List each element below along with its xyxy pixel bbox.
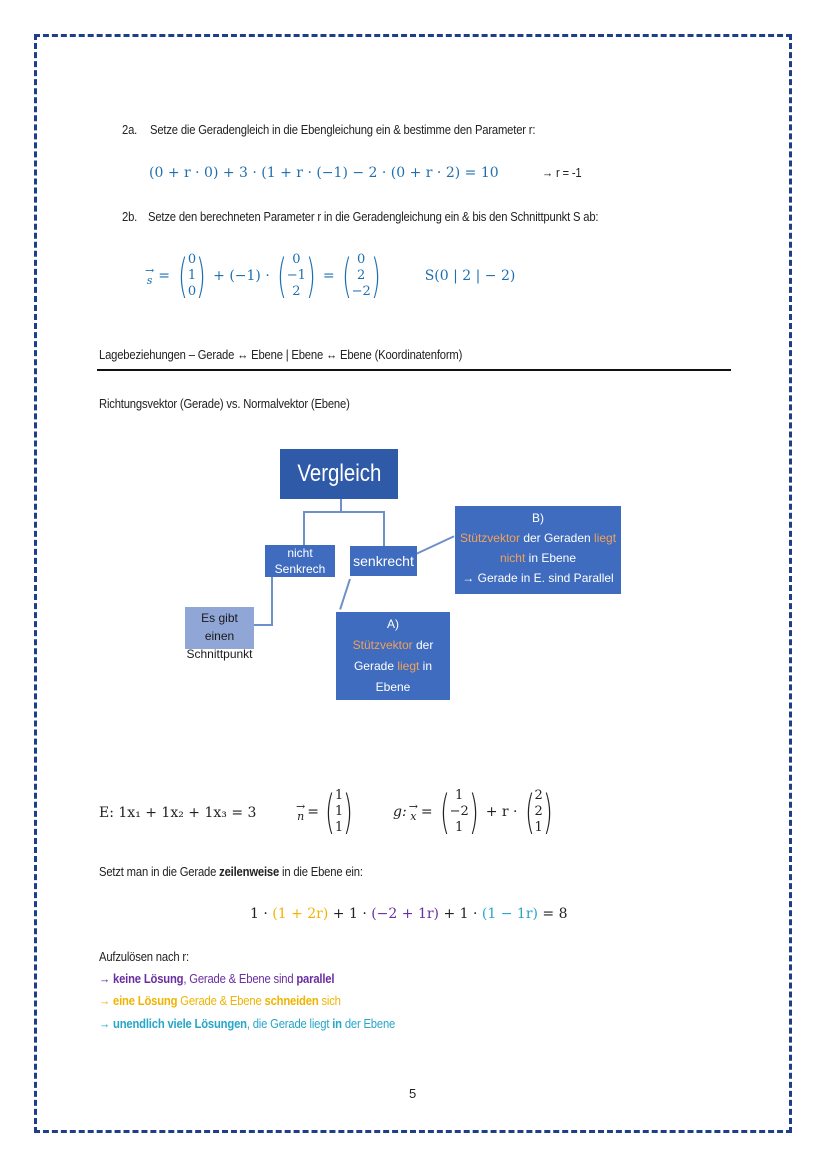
solve-case-parallel: → keine Lösung, Gerade & Ebene sind parallel — [99, 972, 335, 986]
connector — [303, 511, 385, 513]
step-2a-equation: (0 + r · 0) + 3 · (1 + r · (−1) − 2 · (0 + r · 2) = 10 — [149, 165, 499, 181]
diagram-root-vergleich: Vergleich — [280, 449, 398, 499]
connector — [254, 624, 272, 626]
substitution-text: Setzt man in die Gerade zeilenweise in die Ebene ein: — [99, 865, 363, 879]
vector-equation: → s = ( 0 1 0 ) + (−1) · ( 0 −1 2 ) = ( 0 2 −2 ) S(0 | 2 | − 2) — [145, 249, 516, 303]
section-rule — [97, 369, 731, 371]
diagram-node-a: A) Stützvektor der Gerade liegt in Ebene → Gerade liegt in E. — [336, 612, 450, 700]
section-heading: Lagebeziehungen – Gerade ↔ Ebene | Ebene ↔ Ebene (Koordinatenform) — [99, 348, 463, 362]
section-subheading: Richtungsvektor (Gerade) vs. Normalvektor (Ebene) — [99, 397, 350, 411]
plane-equation: E: 1x₁ + 1x₂ + 1x₃ = 3 — [99, 805, 257, 821]
step-2b-label: 2b. — [122, 210, 138, 224]
solve-case-intersect: → eine Lösung Gerade & Ebene schneiden sich — [99, 994, 341, 1008]
page-number: 5 — [409, 1086, 417, 1101]
diagram-node-b: B) Stützvektor der Geraden liegt nicht in Ebene → Gerade in E. sind Parallel — [455, 506, 621, 594]
step-2a-result: → r = -1 — [542, 166, 582, 180]
step-2b-text: Setze den berechneten Parameter r in die Geradengleichung ein & bis den Schnittpunkt S ab: — [148, 210, 599, 224]
vector-1: ( 0 1 0 ) — [177, 249, 207, 303]
step-2a-label: 2a. — [122, 123, 138, 137]
substitution-equation: 1 · (1 + 2r) + 1 · (−2 + 1r) + 1 · (1 − 1r) = 8 — [250, 906, 568, 922]
line-equation: g: → x = ( 1 −2 1 ) + r · ( 2 2 1 ) — [393, 785, 553, 839]
page-border — [34, 34, 792, 1133]
vector-2: ( 0 −1 2 ) — [276, 249, 316, 303]
vector-s: → s — [145, 264, 155, 287]
step-2a-text: Setze die Geradengleich in die Ebengleichung ein & bestimme den Parameter r: — [150, 123, 536, 137]
connector — [303, 511, 305, 546]
intersection-point: S(0 | 2 | − 2) — [424, 268, 516, 284]
solve-title: Aufzulösen nach r: — [99, 950, 189, 964]
diagram-node-nicht-senkrecht: nicht Senkrech — [265, 545, 335, 577]
diagram-node-senkrecht: senkrecht — [350, 546, 417, 576]
normal-vector: → n = ( 1 1 1 ) — [296, 785, 354, 839]
connector — [383, 511, 385, 546]
diagram-node-schnittpunkt: Es gibt einen Schnittpunkt — [185, 607, 254, 649]
connector — [271, 576, 273, 626]
solve-case-in-plane: → unendlich viele Lösungen, die Gerade liegt in der Ebene — [99, 1017, 396, 1031]
vector-3: ( 0 2 −2 ) — [341, 249, 381, 303]
